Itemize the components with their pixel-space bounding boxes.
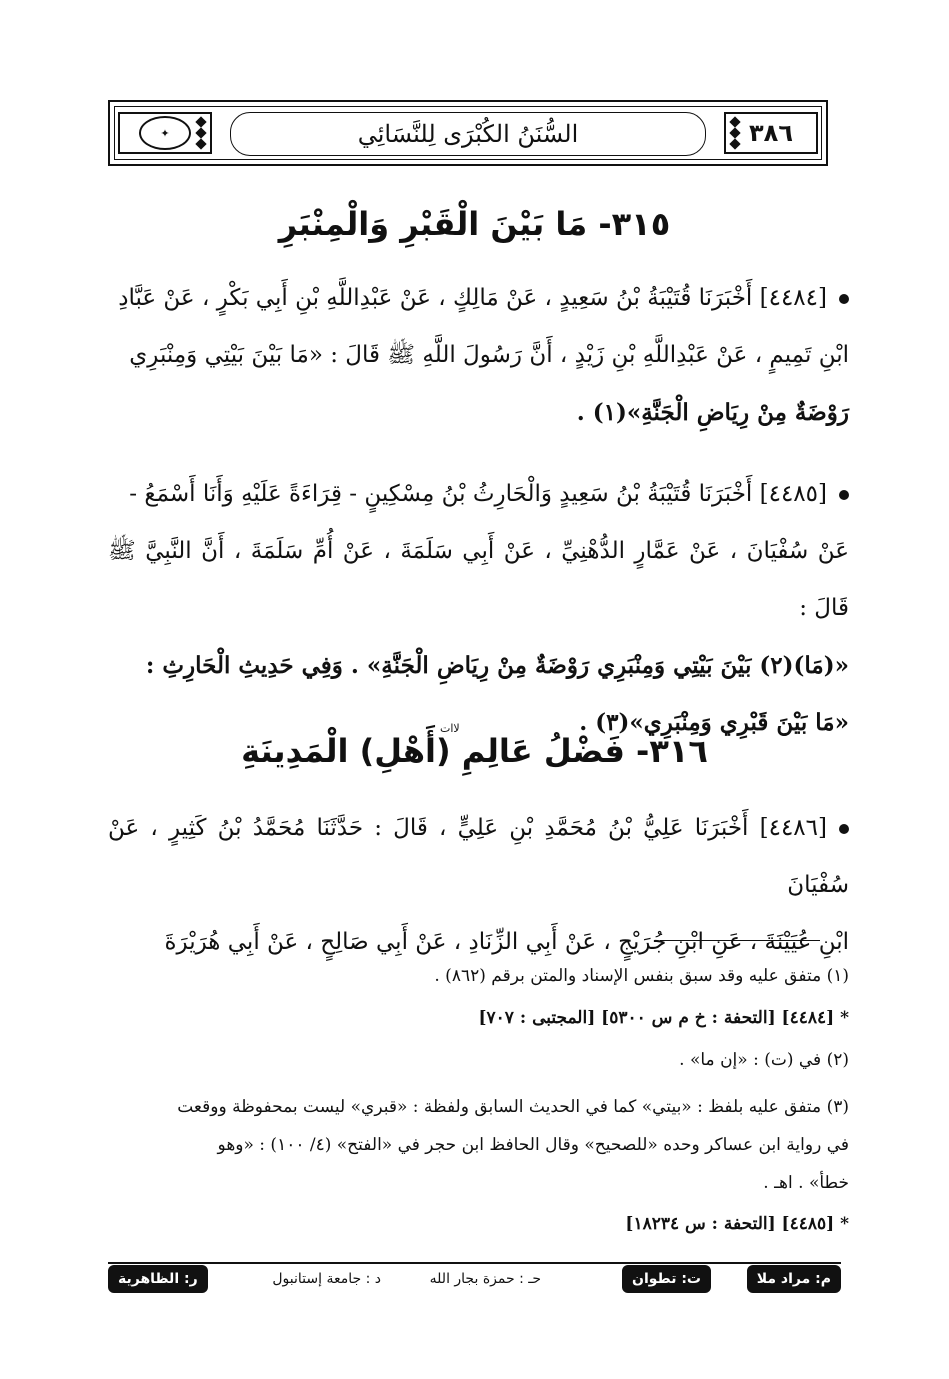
bullet-icon — [839, 490, 849, 500]
manuscript-sigla — [108, 1265, 841, 1301]
chapter-316-note: لاات — [440, 722, 460, 735]
hadith-4484-line-2: ابْنِ تَمِيمٍ ، عَنْ عَبْدِاللَّهِ بْنِ زَيْدٍ ، أَنَّ رَسُولَ اللَّهِ ﷺ قَالَ : «مَا بَيْنَ بَيْتِي وَمِنْبَرِي — [129, 342, 849, 368]
footnote-3-line-1: (٣) متفق عليه بلفظ : «بيتي» كما في الحديث السابق ولفظة : «قبري» ليست بمحفوظة ووقعت — [177, 1097, 849, 1117]
siglum-h: حـ : حمزة بجار الله — [429, 1271, 541, 1287]
footer-divider — [108, 1262, 841, 1264]
footnote-3-line-2: في رواية ابن عساكر وحده «للصحيح» وقال الحافظ ابن حجر في «الفتح» (٤/ ١٠٠) : «وهو — [217, 1135, 849, 1155]
hadith-4484 — [108, 270, 849, 441]
chapter-316-title: ٣١٦- فَضْلُ عَالِمِ (أَهْلِ) الْمَدِينَةِ — [241, 732, 708, 770]
hadith-4485-line-4: «مَا بَيْنَ قَبْرِي وَمِنْبَرِي»(٣) . — [579, 709, 849, 736]
siglum-r: ر: الظاهرية — [108, 1265, 208, 1293]
page-number: ٣٨٦ — [749, 119, 793, 147]
hadith-4486-line-2: ابْنِ عُيَيْنَةَ ، عَنِ ابْنِ جُرَيْجٍ ، عَنْ أَبِي الزِّنَادِ ، عَنْ أَبِي صَالِحٍ ، عَنْ أَبِي هُرَيْرَةَ — [164, 929, 849, 955]
hadith-4485 — [108, 466, 849, 751]
bullet-icon — [839, 824, 849, 834]
footnote-divider — [660, 940, 820, 941]
hadith-4485-line-2: عَنْ سُفْيَانَ ، عَنْ عَمَّارٍ الدُّهْنِيِّ ، عَنْ أَبِي سَلَمَةَ ، عَنْ أُمِّ سَلَمَةَ ، أَنَّ النَّبِيَّ ﷺ قَالَ : — [108, 538, 849, 621]
hadith-4486-line-1: [٤٤٨٦] أَخْبَرَنَا عَلِيُّ بْنُ مُحَمَّدِ بْنِ عَلِيٍّ ، قَالَ : حَدَّثَنَا مُحَمَّدُ بْنُ كَثِيرٍ ، عَنْ سُفْيَانَ — [108, 815, 849, 898]
reference-4484: * [٤٤٨٤] [التحفة : خ م س ٥٣٠٠] [المجتبى : ٧٠٧] — [478, 1008, 849, 1028]
hadith-4484-line-1: [٤٤٨٤] أَخْبَرَنَا قُتَيْبَةُ بْنُ سَعِيدٍ ، عَنْ مَالِكٍ ، عَنْ عَبْدِاللَّهِ بْنِ أَبِي بَكْرٍ ، عَنْ عَبَّادِ — [118, 285, 827, 311]
footnote-3 — [108, 1088, 849, 1202]
siglum-t: ت: تطوان — [622, 1265, 711, 1293]
hadith-4485-line-3: «(مَا)(٢) بَيْنَ بَيْتِي وَمِنْبَرِي رَوْضَةٌ مِنْ رِيَاضِ الْجَنَّةِ» . وَفِي حَدِيثِ الْحَارِثِ : — [145, 652, 849, 679]
seal-ornament — [118, 112, 212, 154]
bullet-icon — [839, 294, 849, 304]
footnote-1: (١) متفق عليه وقد سبق بنفس الإسناد والمتن برقم (٨٦٢) . — [434, 966, 849, 986]
reference-4485: * [٤٤٨٥] [التحفة : س ١٨٢٣٤] — [625, 1214, 849, 1234]
siglum-d: د : جامعة إستانبول — [272, 1271, 381, 1287]
hadith-4485-line-1: [٤٤٨٥] أَخْبَرَنَا قُتَيْبَةُ بْنُ سَعِيدٍ وَالْحَارِثُ بْنُ مِسْكِينٍ - قِرَاءَةً عَلَيْهِ وَأَنَا أَسْمَعُ - — [129, 481, 827, 507]
siglum-m: م: مراد ملا — [747, 1265, 841, 1293]
chapter-315-title: ٣١٥- مَا بَيْنَ الْقَبْرِ وَالْمِنْبَرِ — [278, 205, 671, 243]
page-header — [108, 100, 828, 166]
hadith-4484-line-3: رَوْضَةٌ مِنْ رِيَاضِ الْجَنَّةِ»(١) . — [576, 399, 849, 426]
footnote-2: (٢) في (ت) : «إن ما» . — [679, 1050, 849, 1070]
footnote-3-line-3: خطأ» . اهـ . — [763, 1173, 849, 1193]
page-number-box — [724, 112, 818, 154]
seal-icon: ✦ — [139, 116, 191, 150]
book-title: السُّنَنُ الكُبْرَى لِلنَّسَائِي — [230, 112, 706, 156]
hadith-4486 — [108, 800, 849, 971]
